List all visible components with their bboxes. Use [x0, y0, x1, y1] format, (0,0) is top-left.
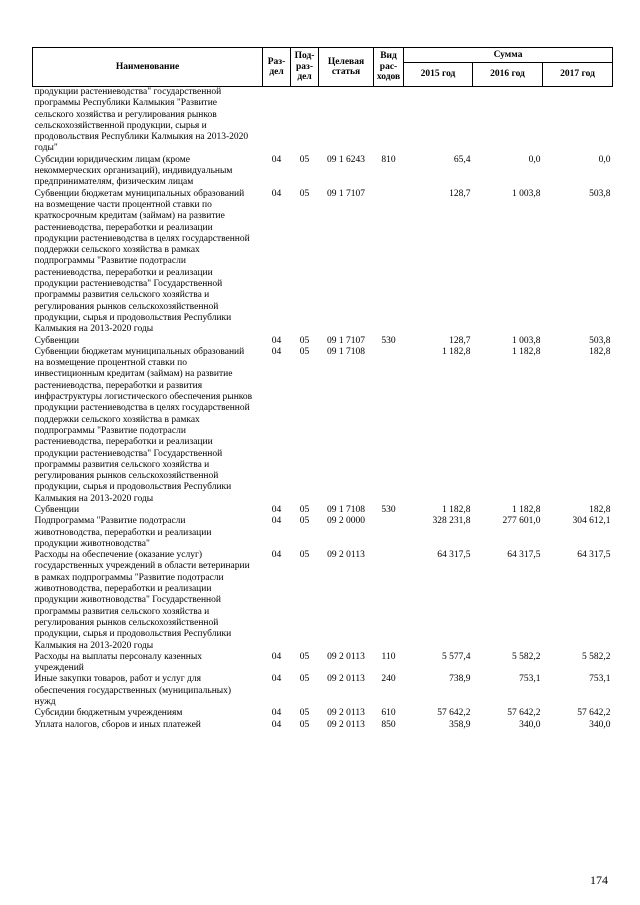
cell-2016: 1 182,8 [512, 346, 541, 357]
cell-2016: 0,0 [528, 154, 541, 165]
cell-vid [374, 550, 404, 652]
col-name-header: Наименование [33, 48, 263, 87]
cell-2017: 5 582,2 [582, 651, 611, 662]
col-2016-header: 2016 год [473, 63, 543, 87]
cell-vid [374, 516, 404, 550]
cell-2015: 358,9 [449, 719, 471, 730]
cell-2017: 64 317,5 [577, 550, 611, 561]
cell-vid: 110 [381, 651, 396, 662]
cell-vid [374, 347, 404, 505]
cell-podrazdel: 05 [299, 674, 310, 685]
cell-name: Расходы на выплаты персоналу казенных учреждений [34, 651, 203, 674]
cell-2015: 328 231,8 [432, 516, 471, 527]
table-row [33, 189, 613, 336]
table-row [33, 720, 613, 731]
cell-2016: 5 582,2 [512, 651, 541, 662]
cell-2016: 340,0 [519, 719, 541, 730]
cell-razdel: 04 [271, 154, 282, 165]
cell-name: Субвенции бюджетам муниципальных образований на возмещение части процентной ставки по краткосрочным кредитам (займам) на развитие растениеводства, переработки и реализации продукции растениеводства в целях государственной поддержки сельского хозяйства в рамках подпрограммы "Развитие подотрасли растениеводства, переработки и реализации продукции растениеводства" Государственной программы развития сельского хозяйства и регулирования рынков сельскохозяйственной продукции, сырья и продовольствия Республики Калмыкия на 2013-2020 годы [34, 188, 250, 335]
cell-stat: 09 2 0000 [327, 516, 365, 527]
budget-table [32, 47, 613, 731]
table-row [33, 550, 613, 652]
cell-vid: 810 [381, 154, 396, 165]
cell-name: продукции растениеводства" государственной программы Республики Калмыкия "Развитие сельского хозяйства и регулирования рынков сельскохозяйственной продукции, сырья и продовольствия Республики Калмыкия на 2013-2020 годы" [34, 87, 249, 154]
cell-razdel: 04 [271, 719, 282, 730]
col-vid-header: Вид рас- ходов [374, 48, 404, 87]
cell-2015: 1 182,8 [442, 504, 471, 515]
cell-stat: 09 1 7108 [327, 346, 365, 357]
cell-razdel: 04 [271, 188, 282, 199]
cell-2015: 57 642,2 [437, 708, 471, 719]
cell-stat: 09 1 7107 [327, 335, 365, 346]
cell-razdel: 04 [271, 550, 282, 561]
cell-name: Субвенции бюджетам муниципальных образований на возмещение процентной ставки по инвестиционным кредитам (займам) на развитие растениеводства, переработки и развития инфраструктуры логистического обеспечения рынков продукции растениеводства в целях государственной поддержки сельского хозяйства в рамках подпрограммы "Развитие подотрасли растениеводства, переработки и реализации продукции растениеводства" Государственной программы развития сельского хозяйства и регулирования рынков сельскохозяйственной продукции, сырья и продовольствия Республики Калмыкия на 2013-2020 годы [34, 346, 253, 504]
cell-2017: 503,8 [589, 335, 611, 346]
cell-name: Субсидии юридическим лицам (кроме некоммерческих организаций), индивидуальным предпринимателям, физическим лицам [34, 154, 233, 188]
cell-2015: 64 317,5 [437, 550, 471, 561]
col-summa-header: Сумма [404, 48, 613, 63]
cell-name: Субвенции [34, 335, 80, 346]
cell-stat: 09 1 7108 [327, 504, 365, 515]
col-razdel-header: Раз- дел [263, 48, 291, 87]
cell-name: Субвенции [34, 504, 80, 515]
cell-vid [374, 189, 404, 336]
table-row [33, 505, 613, 516]
page-number: 174 [590, 873, 608, 887]
cell-razdel: 04 [271, 335, 282, 346]
cell-2017: 503,8 [589, 188, 611, 199]
col-podrazdel-header: Под- раз- дел [291, 48, 319, 87]
cell-vid: 530 [381, 504, 396, 515]
cell-name: Расходы на обеспечение (оказание услуг) государственных учреждений в области ветеринарии в рамках подпрограммы "Развитие подотрасли животноводства, переработки и реализации продукции животноводства" Государственной программы развития сельского хозяйства и регулирования рынков сельскохозяйственной продукции, сырья и продовольствия Республики Калмыкия на 2013-2020 годы [34, 550, 250, 651]
table-row [33, 674, 613, 708]
cell-stat: 09 2 0113 [327, 651, 365, 662]
table-row [33, 87, 613, 155]
cell-podrazdel: 05 [299, 335, 310, 346]
cell-2015: 738,9 [449, 674, 471, 685]
cell-2017: 304 612,1 [572, 516, 611, 527]
cell-podrazdel: 05 [299, 154, 310, 165]
cell-2016: 1 003,8 [512, 335, 541, 346]
cell-razdel: 04 [271, 708, 282, 719]
cell-podrazdel: 05 [299, 651, 310, 662]
cell-2015: 5 577,4 [442, 651, 471, 662]
cell-2015: 65,4 [453, 154, 471, 165]
cell-name: Иные закупки товаров, работ и услуг для обеспечения государственных (муниципальных) нужд [34, 674, 232, 708]
cell-vid: 240 [381, 674, 396, 685]
cell-2017: 182,8 [589, 346, 611, 357]
cell-2016: 1 003,8 [512, 188, 541, 199]
cell-vid: 850 [381, 719, 396, 730]
cell-2016: 277 601,0 [502, 516, 541, 527]
cell-2017: 753,1 [589, 674, 611, 685]
table-row [33, 347, 613, 505]
cell-2015: 1 182,8 [442, 346, 471, 357]
table-body [33, 87, 613, 731]
cell-stat: 09 1 7107 [327, 188, 365, 199]
cell-stat: 09 1 6243 [327, 154, 365, 165]
cell-2016: 57 642,2 [507, 708, 541, 719]
cell-razdel: 04 [271, 346, 282, 357]
table-header [33, 48, 613, 87]
cell-podrazdel: 05 [299, 516, 310, 527]
cell-stat: 09 2 0113 [327, 550, 365, 561]
table-row [33, 708, 613, 719]
cell-2017: 0,0 [598, 154, 611, 165]
cell-razdel: 04 [271, 504, 282, 515]
cell-2017: 57 642,2 [577, 708, 611, 719]
cell-razdel [263, 87, 291, 155]
cell-2015: 128,7 [449, 188, 471, 199]
cell-podrazdel: 05 [299, 550, 310, 561]
cell-2016: 64 317,5 [507, 550, 541, 561]
cell-podrazdel: 05 [299, 188, 310, 199]
col-stat-header: Целевая статья [319, 48, 374, 87]
cell-2016: 1 182,8 [512, 504, 541, 515]
table-row [33, 652, 613, 675]
cell-2016: 753,1 [519, 674, 541, 685]
cell-2016 [473, 87, 543, 155]
cell-vid: 610 [381, 708, 396, 719]
cell-name: Субсидии бюджетным учреждениям [34, 708, 183, 719]
table-row [33, 516, 613, 550]
cell-podrazdel: 05 [299, 708, 310, 719]
col-2015-header: 2015 год [404, 63, 473, 87]
cell-2017: 340,0 [589, 719, 611, 730]
cell-2015 [404, 87, 473, 155]
cell-vid: 530 [381, 335, 396, 346]
cell-razdel: 04 [271, 674, 282, 685]
cell-stat: 09 2 0113 [327, 719, 365, 730]
cell-podrazdel: 05 [299, 504, 310, 515]
cell-stat: 09 2 0113 [327, 708, 365, 719]
cell-name: Уплата налогов, сборов и иных платежей [34, 719, 201, 730]
cell-podrazdel: 05 [299, 719, 310, 730]
cell-podrazdel: 05 [299, 346, 310, 357]
table-row [33, 155, 613, 189]
cell-vid [374, 87, 404, 155]
cell-2017 [543, 87, 613, 155]
cell-name: Подпрограмма "Развитие подотрасли животноводства, переработки и реализации продукции животноводства" [34, 516, 212, 549]
cell-stat [319, 87, 374, 155]
col-2017-header: 2017 год [543, 63, 613, 87]
cell-stat: 09 2 0113 [327, 674, 365, 685]
table-row [33, 336, 613, 347]
cell-razdel: 04 [271, 651, 282, 662]
cell-2017: 182,8 [589, 504, 611, 515]
cell-podrazdel [291, 87, 319, 155]
cell-2015: 128,7 [449, 335, 471, 346]
cell-razdel: 04 [271, 516, 282, 527]
